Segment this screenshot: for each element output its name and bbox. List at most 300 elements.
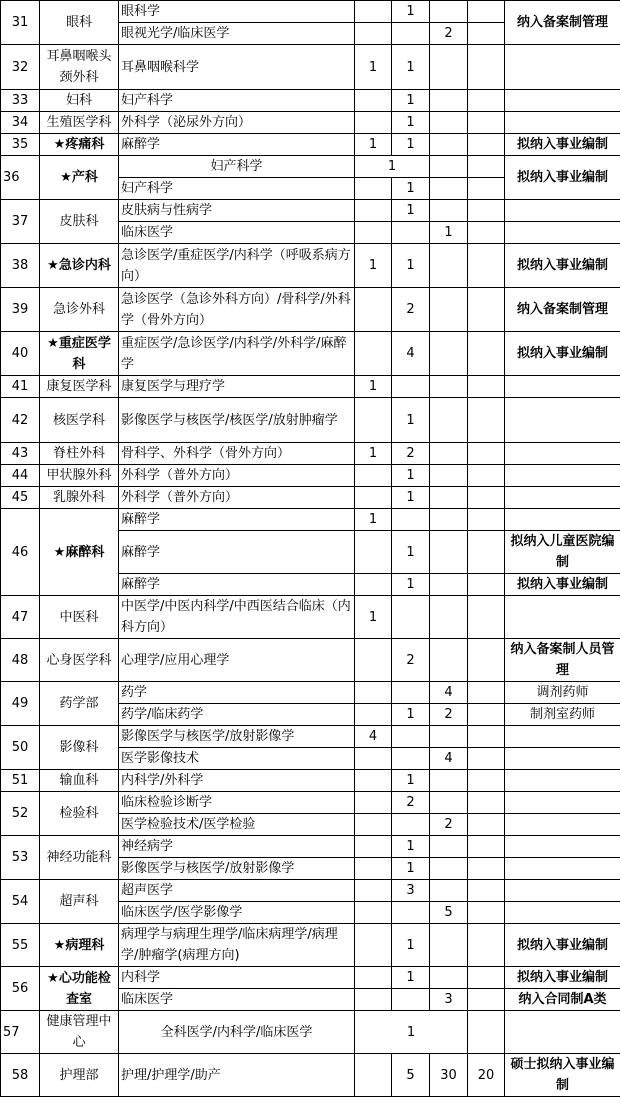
table-cell: 耳鼻咽喉头颈外科 [40, 45, 119, 90]
table-cell [505, 487, 620, 509]
table-cell [392, 509, 430, 531]
table-cell: 47 [1, 596, 40, 639]
table-row [1, 1, 620, 23]
table-cell: 影像医学与核医学/放射影像学 [119, 858, 355, 880]
table-cell: 45 [1, 487, 40, 509]
table-cell: 临床医学 [119, 989, 355, 1011]
table-cell [355, 90, 392, 112]
table-cell: 麻醉学 [119, 134, 355, 156]
table-cell [468, 704, 505, 726]
table-row [1, 288, 620, 332]
table-cell [392, 989, 430, 1011]
table-cell: 5 [430, 902, 468, 924]
table-cell [505, 376, 620, 398]
table-cell: 5 [392, 1054, 430, 1097]
table-cell [468, 814, 505, 836]
table-cell [468, 770, 505, 792]
table-row [1, 792, 620, 814]
table-cell [468, 574, 505, 596]
table-cell: 1 [392, 531, 430, 574]
table-cell [430, 924, 468, 967]
table-cell: 58 [1, 1054, 40, 1097]
table-cell: 护理/护理学/助产 [119, 1054, 355, 1097]
table-cell: 55 [1, 924, 40, 967]
table-cell [430, 398, 468, 443]
table-row [1, 376, 620, 398]
table-cell: 病理学与病理生理学/临床病理学/病理学/肿瘤学(病理方向) [119, 924, 355, 967]
table-cell: 2 [392, 443, 430, 465]
table-cell: 纳入备案制人员管理 [505, 639, 620, 682]
table-cell: 妇产科学 [119, 178, 355, 200]
table-cell [355, 487, 392, 509]
table-cell: 医学检验技术/医学检验 [119, 814, 355, 836]
table-cell: 1 [392, 1, 430, 23]
table-cell [468, 836, 505, 858]
table-cell: 重症医学/急诊医学/内科学/外科学/麻醉学 [119, 332, 355, 376]
table-cell: 脊柱外科 [40, 443, 119, 465]
table-cell: 制剂室药师 [505, 704, 620, 726]
table-cell [468, 288, 505, 332]
table-cell: 康复医学与理疗学 [119, 376, 355, 398]
table-cell [505, 836, 620, 858]
table-cell: 1 [392, 704, 430, 726]
table-cell: 急诊医学（急诊外科方向）/骨科学/外科学（骨外方向） [119, 288, 355, 332]
table-cell [468, 376, 505, 398]
table-cell [505, 902, 620, 924]
table-cell: ★急诊内科 [40, 244, 119, 288]
table-row [1, 682, 620, 704]
table-cell: 1 [392, 465, 430, 487]
table-cell: 心理学/应用心理学 [119, 639, 355, 682]
table-cell: 1 [392, 574, 430, 596]
table-cell: 超声医学 [119, 880, 355, 902]
table-cell [392, 222, 430, 244]
table-cell [355, 332, 392, 376]
table-cell [430, 487, 468, 509]
table-cell: 麻醉学 [119, 574, 355, 596]
table-cell [468, 639, 505, 682]
table-cell [392, 376, 430, 398]
table-cell: 33 [1, 90, 40, 112]
table-cell [505, 90, 620, 112]
table-cell: 31 [1, 1, 40, 45]
table-cell: 护理部 [40, 1054, 119, 1097]
table-cell: 43 [1, 443, 40, 465]
table-cell: 临床医学 [119, 222, 355, 244]
table-cell [430, 178, 468, 200]
table-cell: 耳鼻咽喉科学 [119, 45, 355, 90]
table-cell: 1 [392, 770, 430, 792]
table-cell: 36 [1, 156, 40, 200]
table-cell: 纳入备案制管理 [505, 1, 620, 45]
table-cell: 4 [392, 332, 430, 376]
table-cell: 外科学（泌尿外方向） [119, 112, 355, 134]
table-cell: 眼科学 [119, 1, 355, 23]
table-cell [355, 1054, 392, 1097]
table-row [1, 487, 620, 509]
table-row [1, 770, 620, 792]
table-cell: 康复医学科 [40, 376, 119, 398]
table-cell: 34 [1, 112, 40, 134]
table-cell [355, 682, 392, 704]
table-cell: 药学 [119, 682, 355, 704]
table-cell: 拟纳入事业编制 [505, 924, 620, 967]
table-cell [468, 487, 505, 509]
table-row [1, 1011, 620, 1054]
table-cell [355, 792, 392, 814]
table-cell: 1 [392, 45, 430, 90]
table-cell [468, 880, 505, 902]
table-cell: 中医科 [40, 596, 119, 639]
table-cell: ★麻醉科 [40, 509, 119, 596]
table-cell [355, 398, 392, 443]
table-cell: 皮肤病与性病学 [119, 200, 355, 222]
table-cell: 56 [1, 967, 40, 1011]
table-cell [430, 726, 468, 748]
table-cell: 39 [1, 288, 40, 332]
table-cell: 48 [1, 639, 40, 682]
table-cell: 拟纳入儿童医院编制 [505, 531, 620, 574]
table-cell [505, 858, 620, 880]
table-cell [468, 222, 505, 244]
table-cell: 54 [1, 880, 40, 924]
table-cell: 1 [355, 244, 392, 288]
table-cell: 1 [355, 134, 392, 156]
table-row [1, 332, 620, 376]
table-cell: 3 [392, 880, 430, 902]
table-cell: ★病理科 [40, 924, 119, 967]
table-cell [430, 1, 468, 23]
table-row [1, 726, 620, 748]
table-cell: 2 [430, 704, 468, 726]
table-row [1, 1054, 620, 1097]
table-cell [505, 880, 620, 902]
table-cell: 妇产科学 [119, 90, 355, 112]
table-cell [430, 596, 468, 639]
table-cell: 拟纳入事业编制 [505, 967, 620, 989]
table-cell [355, 880, 392, 902]
table-cell: 30 [430, 1054, 468, 1097]
table-cell: 1 [355, 509, 392, 531]
table-cell: 临床医学/医学影像学 [119, 902, 355, 924]
table-cell: 内科学 [119, 967, 355, 989]
table-cell: 中医学/中医内科学/中西医结合临床（内科方向） [119, 596, 355, 639]
table-cell [468, 792, 505, 814]
table-cell: 1 [392, 487, 430, 509]
table-row [1, 112, 620, 134]
table-cell: 1 [355, 156, 430, 178]
table-cell: 皮肤科 [40, 200, 119, 244]
table-cell: 2 [392, 639, 430, 682]
table-cell [355, 989, 392, 1011]
table-cell: 32 [1, 45, 40, 90]
table-cell: 急诊医学/重症医学/内科学（呼吸系病方向） [119, 244, 355, 288]
table-cell: 外科学（普外方向） [119, 465, 355, 487]
table-cell: 影像医学与核医学/核医学/放射肿瘤学 [119, 398, 355, 443]
table-row [1, 134, 620, 156]
table-cell: 超声科 [40, 880, 119, 924]
table-cell: 1 [355, 1011, 468, 1054]
table-cell [505, 465, 620, 487]
table-cell: 影像科 [40, 726, 119, 770]
table-cell [468, 902, 505, 924]
table-cell [355, 112, 392, 134]
table-cell [430, 112, 468, 134]
table-cell: 44 [1, 465, 40, 487]
table-cell [430, 880, 468, 902]
table-cell: 核医学科 [40, 398, 119, 443]
table-cell: 1 [392, 112, 430, 134]
table-cell: 麻醉学 [119, 531, 355, 574]
table-cell: ★产科 [40, 156, 119, 200]
table-cell: 35 [1, 134, 40, 156]
table-cell [430, 858, 468, 880]
table-cell [505, 398, 620, 443]
table-cell [468, 134, 505, 156]
table-cell [468, 465, 505, 487]
table-cell: 1 [392, 178, 430, 200]
table-cell [430, 770, 468, 792]
table-cell: 57 [1, 1011, 40, 1054]
table-cell [392, 902, 430, 924]
table-row [1, 924, 620, 967]
table-cell: 1 [392, 134, 430, 156]
table-cell: 3 [430, 989, 468, 1011]
table-cell [355, 639, 392, 682]
table-row [1, 443, 620, 465]
table-cell [505, 748, 620, 770]
table-cell [430, 967, 468, 989]
table-cell [468, 200, 505, 222]
table-cell [430, 45, 468, 90]
table-cell [355, 222, 392, 244]
table-cell: ★心功能检查室 [40, 967, 119, 1011]
table-cell: 1 [355, 443, 392, 465]
table-cell [355, 748, 392, 770]
table-cell: 1 [392, 836, 430, 858]
table-cell [392, 814, 430, 836]
table-cell [430, 531, 468, 574]
table-cell [468, 924, 505, 967]
table-cell [430, 200, 468, 222]
table-cell [505, 596, 620, 639]
table-cell [392, 748, 430, 770]
table-cell [355, 836, 392, 858]
table-row [1, 596, 620, 639]
table-cell: 内科学/外科学 [119, 770, 355, 792]
table-cell: ★重症医学科 [40, 332, 119, 376]
table-cell: 影像医学与核医学/放射影像学 [119, 726, 355, 748]
table-row [1, 398, 620, 443]
table-cell [392, 23, 430, 45]
table-cell: 急诊外科 [40, 288, 119, 332]
table-cell: 拟纳入事业编制 [505, 332, 620, 376]
table-cell [505, 509, 620, 531]
table-row [1, 90, 620, 112]
table-cell [430, 244, 468, 288]
table-cell [468, 244, 505, 288]
table-cell: 1 [355, 596, 392, 639]
table-row [1, 45, 620, 90]
table-cell: 拟纳入事业编制 [505, 244, 620, 288]
table-cell: 心身医学科 [40, 639, 119, 682]
table-cell [355, 770, 392, 792]
table-cell: 1 [392, 967, 430, 989]
table-cell: 49 [1, 682, 40, 726]
table-cell [468, 112, 505, 134]
table-cell [468, 398, 505, 443]
table-cell [505, 222, 620, 244]
table-cell: 2 [430, 814, 468, 836]
table-cell: 神经病学 [119, 836, 355, 858]
table-cell [505, 814, 620, 836]
table-cell [430, 376, 468, 398]
table-cell [505, 112, 620, 134]
table-cell [468, 156, 505, 178]
table-cell [505, 1011, 620, 1054]
table-cell: 药学部 [40, 682, 119, 726]
table-cell: 1 [392, 90, 430, 112]
table-row [1, 244, 620, 288]
table-cell: 1 [392, 924, 430, 967]
table-cell: 医学影像技术 [119, 748, 355, 770]
table-cell: 眼视光学/临床医学 [119, 23, 355, 45]
table-cell: 硕士拟纳入事业编制 [505, 1054, 620, 1097]
table-cell: 检验科 [40, 792, 119, 836]
table-cell [468, 45, 505, 90]
table-cell: 纳入备案制管理 [505, 288, 620, 332]
table-cell: 38 [1, 244, 40, 288]
table-cell [430, 792, 468, 814]
table-cell: 50 [1, 726, 40, 770]
table-cell [355, 531, 392, 574]
table-cell [355, 814, 392, 836]
table-cell [355, 288, 392, 332]
table-cell: 眼科 [40, 1, 119, 45]
table-cell: 1 [355, 376, 392, 398]
table-cell: 甲状腺外科 [40, 465, 119, 487]
table-cell [355, 902, 392, 924]
table-cell [468, 178, 505, 200]
table-cell: 拟纳入事业编制 [505, 134, 620, 156]
table-cell: 纳入合同制A类 [505, 989, 620, 1011]
table-cell: 麻醉学 [119, 509, 355, 531]
table-cell: 1 [392, 858, 430, 880]
table-cell: 1 [430, 222, 468, 244]
table-cell [468, 531, 505, 574]
table-cell [468, 443, 505, 465]
table-cell: 全科医学/内科学/临床医学 [119, 1011, 355, 1054]
table-cell: 妇科 [40, 90, 119, 112]
table-cell: 51 [1, 770, 40, 792]
table-cell: 40 [1, 332, 40, 376]
table-cell: 骨科学、外科学（骨外方向） [119, 443, 355, 465]
table-row [1, 639, 620, 682]
table-cell: 52 [1, 792, 40, 836]
table-cell [505, 792, 620, 814]
table-cell [468, 23, 505, 45]
table-cell [468, 858, 505, 880]
table-cell [430, 465, 468, 487]
table-row [1, 465, 620, 487]
table-cell: 拟纳入事业编制 [505, 574, 620, 596]
table-cell: 41 [1, 376, 40, 398]
table-cell [430, 156, 468, 178]
table-cell [430, 332, 468, 376]
table-cell: 调剂药师 [505, 682, 620, 704]
table-cell [430, 443, 468, 465]
table-cell: 2 [392, 288, 430, 332]
table-cell [392, 596, 430, 639]
table-cell: 46 [1, 509, 40, 596]
table-cell: 药学/临床药学 [119, 704, 355, 726]
table-cell [468, 509, 505, 531]
table-cell [468, 682, 505, 704]
table-row [1, 509, 620, 531]
table-cell [505, 45, 620, 90]
table-cell: 1 [392, 200, 430, 222]
table-cell [430, 574, 468, 596]
table-cell: 53 [1, 836, 40, 880]
table-cell [392, 682, 430, 704]
table-cell: 42 [1, 398, 40, 443]
table-cell [430, 509, 468, 531]
table-cell [392, 726, 430, 748]
table-cell [505, 770, 620, 792]
table-cell: 4 [430, 682, 468, 704]
table-cell [468, 967, 505, 989]
table-cell: 4 [355, 726, 392, 748]
table-cell [468, 989, 505, 1011]
table-cell: 37 [1, 200, 40, 244]
table-row [1, 880, 620, 902]
table-cell: 4 [430, 748, 468, 770]
table-cell [468, 596, 505, 639]
table-cell [355, 967, 392, 989]
table-cell: ★疼痛科 [40, 134, 119, 156]
table-cell: 健康管理中心 [40, 1011, 119, 1054]
table-cell: 拟纳入事业编制 [505, 156, 620, 200]
table-cell [355, 465, 392, 487]
table-cell: 1 [392, 398, 430, 443]
table-cell: 20 [468, 1054, 505, 1097]
table-row [1, 200, 620, 222]
table-cell: 1 [392, 244, 430, 288]
table-cell: 神经功能科 [40, 836, 119, 880]
table-cell [430, 639, 468, 682]
table-cell [355, 858, 392, 880]
table-cell [355, 23, 392, 45]
table-row [1, 967, 620, 989]
table-cell: 外科学（普外方向） [119, 487, 355, 509]
table-cell: 输血科 [40, 770, 119, 792]
table-row [1, 156, 620, 178]
table-cell [355, 924, 392, 967]
table-cell [355, 574, 392, 596]
table-cell [505, 200, 620, 222]
table-cell: 临床检验诊断学 [119, 792, 355, 814]
table-cell [468, 90, 505, 112]
table-cell [468, 332, 505, 376]
table-cell [430, 288, 468, 332]
table-cell [505, 726, 620, 748]
table-cell: 妇产科学 [119, 156, 355, 178]
table-cell [468, 1, 505, 23]
table-cell [355, 1, 392, 23]
table-cell [505, 443, 620, 465]
table-cell [430, 90, 468, 112]
table-cell: 乳腺外科 [40, 487, 119, 509]
